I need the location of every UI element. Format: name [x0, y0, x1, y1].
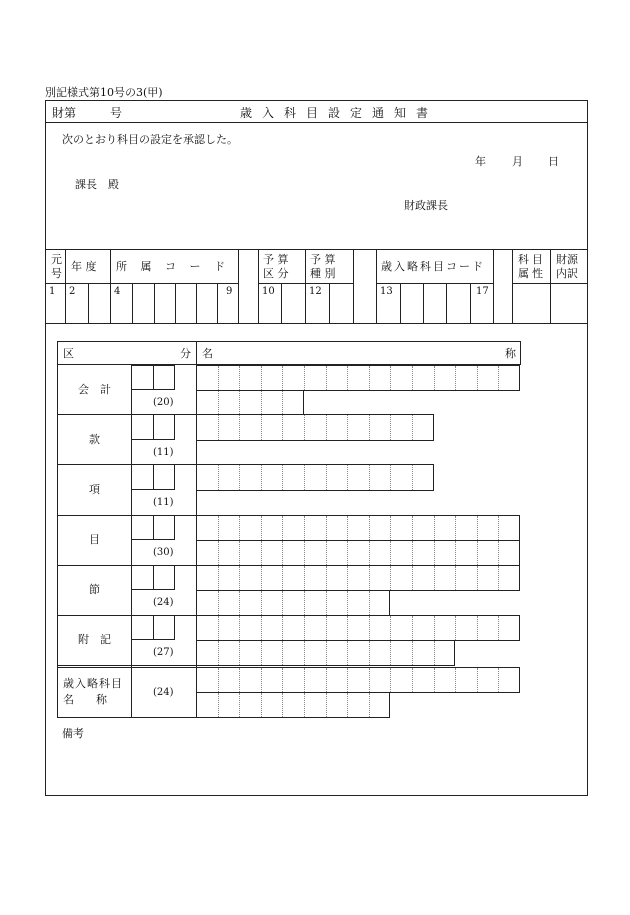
name-char-box-row[interactable]	[196, 667, 520, 693]
char-box-divider	[218, 693, 219, 717]
char-box-divider	[326, 616, 327, 640]
char-box-divider	[412, 541, 413, 565]
char-box-divider	[412, 415, 413, 440]
char-box-divider	[347, 641, 348, 665]
char-box-divider	[326, 415, 327, 440]
name-char-box-row[interactable]	[196, 390, 304, 415]
statement-text: 次のとおり科目の設定を承認した。	[62, 133, 238, 146]
row-max-kou: (11)	[153, 497, 174, 508]
char-box-divider	[282, 415, 283, 440]
cell-number-13: 13	[380, 286, 393, 297]
char-box-divider	[326, 641, 327, 665]
char-box-divider	[347, 516, 348, 540]
char-box-divider	[455, 541, 456, 565]
char-box-divider	[282, 641, 283, 665]
row-label-ryakkamoku-1: 歳入略科目	[63, 677, 123, 690]
name-char-box-row[interactable]	[196, 590, 390, 616]
char-box-divider	[347, 668, 348, 692]
char-box-divider	[434, 641, 435, 665]
char-box-divider	[390, 541, 391, 565]
char-box-divider	[261, 366, 262, 390]
go-label: 号	[110, 106, 123, 120]
char-box-divider	[326, 591, 327, 615]
char-box-divider	[347, 591, 348, 615]
saiyu-code-label: 歳入略科目コード	[381, 260, 485, 273]
name-char-box-row[interactable]	[196, 615, 520, 641]
char-box-divider	[369, 693, 370, 717]
row-label-fuki: 附 記	[78, 633, 111, 646]
cell-number-2: 2	[69, 286, 76, 297]
char-box-divider	[326, 668, 327, 692]
form-id: 別記様式第10号の3(甲)	[45, 86, 163, 99]
char-box-divider	[218, 541, 219, 565]
row-label-ryakkamoku-2: 名 称	[63, 693, 107, 706]
gengo-label-1: 元	[51, 253, 62, 266]
char-box-divider	[261, 541, 262, 565]
char-box-divider	[282, 668, 283, 692]
name-char-box-row[interactable]	[196, 565, 520, 591]
char-box-divider	[304, 366, 305, 390]
row-max-moku: (30)	[153, 547, 174, 558]
name-char-box-row[interactable]	[196, 414, 434, 441]
char-box-divider	[412, 616, 413, 640]
char-box-divider	[326, 541, 327, 565]
char-box-divider	[434, 516, 435, 540]
char-box-divider	[261, 566, 262, 590]
date-day: 日	[548, 155, 559, 168]
char-box-divider	[390, 465, 391, 490]
char-box-divider	[369, 541, 370, 565]
char-box-divider	[261, 693, 262, 717]
char-box-divider	[304, 516, 305, 540]
form-title: 歳入科目設定通知書	[240, 106, 439, 120]
char-box-divider	[304, 693, 305, 717]
cell-number-17: 17	[476, 286, 489, 297]
nendo-label: 年 度	[71, 260, 97, 273]
char-box-divider	[477, 616, 478, 640]
char-box-divider	[304, 641, 305, 665]
char-box-divider	[239, 366, 240, 390]
row-max-kaikei: (20)	[153, 397, 174, 408]
cell-number-1: 1	[49, 286, 56, 297]
char-box-divider	[498, 516, 499, 540]
date-year: 年	[475, 155, 486, 168]
char-box-divider	[434, 541, 435, 565]
char-box-divider	[261, 591, 262, 615]
char-box-divider	[347, 465, 348, 490]
name-char-box-row[interactable]	[196, 540, 520, 566]
char-box-divider	[304, 668, 305, 692]
kubun-header-2: 分	[180, 347, 191, 360]
addressee: 課長 殿	[75, 178, 119, 191]
char-box-divider	[326, 465, 327, 490]
remarks-label: 備考	[62, 727, 84, 740]
char-box-divider	[390, 415, 391, 440]
name-char-box-row[interactable]	[196, 464, 434, 491]
yosan-shubetsu-label-1: 予 算	[310, 253, 336, 266]
char-box-divider	[369, 366, 370, 390]
char-box-divider	[498, 566, 499, 590]
char-box-divider	[412, 668, 413, 692]
char-box-divider	[455, 668, 456, 692]
char-box-divider	[218, 616, 219, 640]
char-box-divider	[477, 566, 478, 590]
char-box-divider	[218, 465, 219, 490]
char-box-divider	[261, 465, 262, 490]
row-label-setsu: 節	[89, 583, 100, 596]
row-label-kan: 款	[89, 433, 100, 446]
char-box-divider	[369, 566, 370, 590]
char-box-divider	[261, 616, 262, 640]
char-box-divider	[239, 616, 240, 640]
row-label-kaikei: 会 計	[78, 383, 111, 396]
gengo-label-2: 号	[51, 267, 62, 280]
char-box-divider	[369, 668, 370, 692]
char-box-divider	[282, 566, 283, 590]
zaigen-uchiwake-label-2: 内訳	[556, 267, 578, 280]
char-box-divider	[326, 516, 327, 540]
char-box-divider	[347, 415, 348, 440]
char-box-divider	[412, 465, 413, 490]
kamoku-zokusei-label-1: 科目	[518, 253, 546, 266]
row-max-fuki: (27)	[153, 647, 174, 658]
char-box-divider	[261, 391, 262, 414]
char-box-divider	[390, 668, 391, 692]
char-box-divider	[239, 415, 240, 440]
meisho-header-1: 名	[202, 347, 213, 360]
meisho-header-2: 称	[505, 347, 516, 360]
char-box-divider	[369, 465, 370, 490]
char-box-divider	[218, 591, 219, 615]
char-box-divider	[218, 668, 219, 692]
char-box-divider	[218, 391, 219, 414]
char-box-divider	[477, 541, 478, 565]
char-box-divider	[455, 616, 456, 640]
char-box-divider	[261, 415, 262, 440]
char-box-divider	[261, 668, 262, 692]
char-box-divider	[304, 591, 305, 615]
zai-dai-label: 財第	[52, 106, 77, 120]
char-box-divider	[434, 616, 435, 640]
char-box-divider	[239, 465, 240, 490]
date-month: 月	[512, 155, 523, 168]
char-box-divider	[239, 541, 240, 565]
char-box-divider	[369, 641, 370, 665]
char-box-divider	[412, 641, 413, 665]
char-box-divider	[326, 693, 327, 717]
char-box-divider	[239, 391, 240, 414]
char-box-divider	[498, 366, 499, 390]
char-box-divider	[477, 668, 478, 692]
name-char-box-row[interactable]	[196, 365, 520, 391]
char-box-divider	[390, 616, 391, 640]
kubun-header-1: 区	[63, 347, 74, 360]
char-box-divider	[434, 366, 435, 390]
char-box-divider	[347, 566, 348, 590]
row-max-kan: (11)	[153, 447, 174, 458]
char-box-divider	[239, 516, 240, 540]
char-box-divider	[390, 566, 391, 590]
row-label-moku: 目	[89, 533, 100, 546]
char-box-divider	[261, 516, 262, 540]
char-box-divider	[239, 668, 240, 692]
char-box-divider	[390, 366, 391, 390]
char-box-divider	[477, 366, 478, 390]
char-box-divider	[304, 541, 305, 565]
kamoku-zokusei-label-2: 属性	[518, 267, 546, 280]
char-box-divider	[412, 566, 413, 590]
char-box-divider	[282, 465, 283, 490]
char-box-divider	[218, 566, 219, 590]
name-char-box-row[interactable]	[196, 515, 520, 541]
char-box-divider	[434, 566, 435, 590]
char-box-divider	[477, 516, 478, 540]
char-box-divider	[282, 366, 283, 390]
char-box-divider	[239, 591, 240, 615]
char-box-divider	[304, 465, 305, 490]
char-box-divider	[369, 616, 370, 640]
row-label-kou: 項	[89, 483, 100, 496]
char-box-divider	[218, 516, 219, 540]
shozoku-code-label: 所 属 コ ー ド	[116, 260, 230, 273]
char-box-divider	[239, 641, 240, 665]
char-box-divider	[455, 516, 456, 540]
char-box-divider	[434, 668, 435, 692]
yosan-kubun-label-2: 区 分	[263, 267, 289, 280]
cell-number-12: 12	[309, 286, 322, 297]
char-box-divider	[347, 693, 348, 717]
yosan-shubetsu-label-2: 種 別	[310, 267, 336, 280]
char-box-divider	[347, 616, 348, 640]
char-box-divider	[282, 541, 283, 565]
char-box-divider	[369, 516, 370, 540]
char-box-divider	[218, 366, 219, 390]
char-box-divider	[369, 591, 370, 615]
char-box-divider	[282, 693, 283, 717]
char-box-divider	[369, 415, 370, 440]
char-box-divider	[282, 516, 283, 540]
issuer: 財政課長	[404, 199, 448, 212]
char-box-divider	[498, 668, 499, 692]
char-box-divider	[304, 616, 305, 640]
char-box-divider	[282, 591, 283, 615]
char-box-divider	[218, 641, 219, 665]
detail-header	[57, 341, 521, 365]
name-char-box-row[interactable]	[196, 692, 390, 718]
char-box-divider	[304, 415, 305, 440]
char-box-divider	[326, 366, 327, 390]
char-box-divider	[239, 693, 240, 717]
char-box-divider	[218, 415, 219, 440]
char-box-divider	[412, 516, 413, 540]
char-box-divider	[261, 641, 262, 665]
char-box-divider	[498, 616, 499, 640]
char-box-divider	[282, 616, 283, 640]
char-box-divider	[498, 541, 499, 565]
char-box-divider	[347, 541, 348, 565]
char-box-divider	[239, 566, 240, 590]
cell-number-4: 4	[114, 286, 121, 297]
zaigen-uchiwake-label-1: 財源	[556, 253, 578, 266]
char-box-divider	[390, 516, 391, 540]
row-max-setsu: (24)	[153, 597, 174, 608]
char-box-divider	[390, 641, 391, 665]
row-max-ryakkamoku: (24)	[153, 687, 174, 698]
char-box-divider	[347, 366, 348, 390]
char-box-divider	[304, 566, 305, 590]
char-box-divider	[282, 391, 283, 414]
char-box-divider	[455, 566, 456, 590]
cell-number-9: 9	[226, 286, 233, 297]
yosan-kubun-label-1: 予 算	[263, 253, 289, 266]
char-box-divider	[412, 366, 413, 390]
char-box-divider	[455, 366, 456, 390]
cell-number-10: 10	[262, 286, 275, 297]
char-box-divider	[326, 566, 327, 590]
